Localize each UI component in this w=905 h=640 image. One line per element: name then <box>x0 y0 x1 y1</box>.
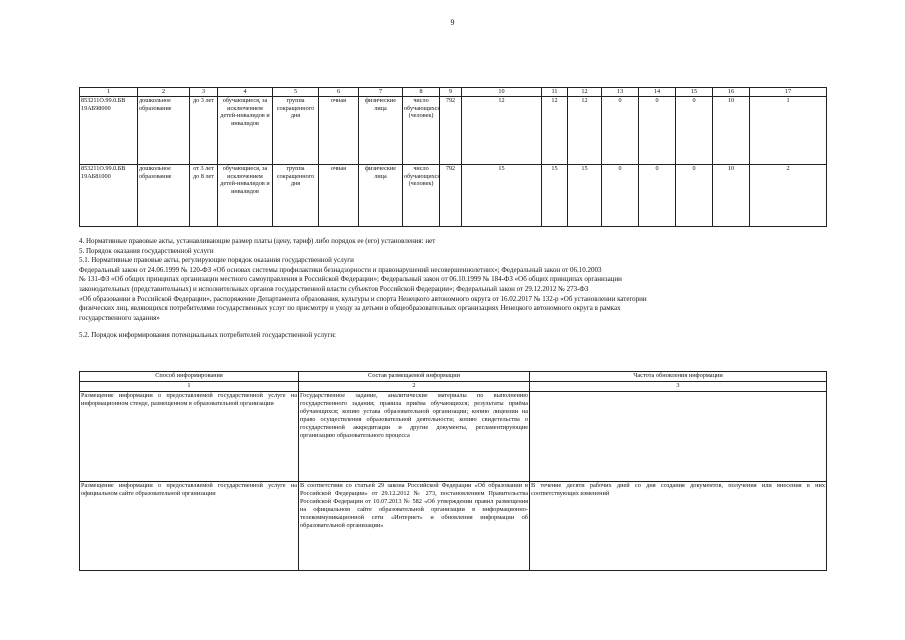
section-5-1-line: государственного задания» <box>79 313 160 322</box>
table-cell: 853211О.99.0.БВ 19АБ98000 <box>80 97 138 165</box>
service-volume-table <box>79 87 827 227</box>
column-header: 11 <box>542 88 568 97</box>
informing-table <box>79 371 827 571</box>
column-header: 16 <box>713 88 750 97</box>
column-header: 15 <box>676 88 713 97</box>
table-cell: 0 <box>639 97 676 165</box>
table-cell: дошкольное образование <box>138 97 190 165</box>
column-header: 2 <box>138 88 190 97</box>
table-row <box>80 482 827 571</box>
table-cell: Государственное задание, аналитические материалы по выполнению государственного задания; правила приёма обучающихся; результаты приёма обучающихся; копию устава образовательной организации; копию лицензии на право осуществления образовательной деятельности; копию свидетельства о государственной аккредитации и другие документы, регламентирующие организацию образовательного процесса <box>299 392 530 482</box>
column-header: 6 <box>319 88 359 97</box>
header-row <box>80 88 827 97</box>
table-cell: очная <box>319 97 359 165</box>
section-5-1-line: «Об образовании в Российской Федерации», распоряжение Департамента образования, культуры и спорта Ненецкого автономного округа от 16.02.2017 № 132-р «Об установлении категории <box>79 294 647 303</box>
table-cell: физические лица <box>359 165 403 227</box>
page-number: 9 <box>450 18 455 27</box>
column-number: 2 <box>299 382 530 392</box>
table-cell: 0 <box>676 97 713 165</box>
table-cell: 792 <box>440 165 462 227</box>
table-cell: 0 <box>602 97 639 165</box>
table-cell: 0 <box>676 165 713 227</box>
table-cell: 12 <box>462 97 542 165</box>
table-row <box>80 97 827 165</box>
table-cell: 15 <box>542 165 568 227</box>
table-cell: Размещение информации о предоставляемой государственной услуге на информационном стенде, размещенном в образовательной организации <box>80 392 299 482</box>
table-cell <box>530 392 827 482</box>
column-header: Частота обновления информации <box>530 372 827 382</box>
table-cell: 853211О.99.0.БВ 19АБ81000 <box>80 165 138 227</box>
table-cell: В соответствии со статьей 29 закона Российской Федерации «Об образовании в Российской Федерации» от 29.12.2012 № 273, постановлением Правительства Российской Федерации от 10.07.2013 № 582 «Об утверждении правил размещения на официальном сайте образовательной организации в информационно-телекоммуникационной сети «Интернет» и обновления информации об образовательной организации» <box>299 482 530 571</box>
column-number: 3 <box>530 382 827 392</box>
table-row <box>80 165 827 227</box>
text-block <box>79 237 826 341</box>
column-header: 9 <box>440 88 462 97</box>
table-cell: число обучающихся (человек) <box>403 165 440 227</box>
table-cell: от 3 лет до 8 лет <box>190 165 218 227</box>
table-cell: 15 <box>462 165 542 227</box>
number-row <box>80 382 827 392</box>
column-header: 12 <box>568 88 602 97</box>
table-row <box>80 392 827 482</box>
table-cell: до 3 лет <box>190 97 218 165</box>
section-5-2-heading: 5.2. Порядок информирования потенциальных потребителей государственной услуги: <box>79 331 337 340</box>
table-cell: группа сокращенного дня <box>273 97 319 165</box>
section-5-1-line: Федеральный закон от 24.06.1999 № 120-ФЗ «Об основах системы профилактики безнадзорности и правонарушений несовершеннолетних»; Федеральный закон от 06.10.2003 <box>79 265 602 274</box>
table-cell: очная <box>319 165 359 227</box>
table-cell: 10 <box>713 97 750 165</box>
column-header: 1 <box>80 88 138 97</box>
table-cell: 12 <box>542 97 568 165</box>
table-cell: 2 <box>750 165 827 227</box>
table-cell: 792 <box>440 97 462 165</box>
table-cell: 1 <box>750 97 827 165</box>
section-5-1-line: физических лиц, являющихся потребителями государственных услуг по присмотру и уходу за детьми в общеобразовательных организациях Ненецкого автономного округа в рамках <box>79 304 621 313</box>
column-header: 4 <box>218 88 273 97</box>
section-5-1-line: № 131-ФЗ «Об общих принципах организации местного самоуправления в Российской Федерации»; Федеральный закон от 06.10.1999 № 184-ФЗ «Об общих принципах организации <box>79 275 622 284</box>
column-header: 3 <box>190 88 218 97</box>
section-5-1-heading: 5.1. Нормативные правовые акты, регулирующие порядок оказания государственной услуги <box>79 256 354 265</box>
column-header: 13 <box>602 88 639 97</box>
table-cell: Размещение информации о предоставляемой государственной услуге на официальном сайте образовательной организации <box>80 482 299 571</box>
table-cell: обучающиеся, за исключением детей-инвалидов и инвалидов <box>218 97 273 165</box>
section-4-text: 4. Нормативные правовые акты, устанавливающие размер платы (цену, тариф) либо порядок ее (его) установления: нет <box>79 237 436 245</box>
table-cell: дошкольное образование <box>138 165 190 227</box>
table-cell: 10 <box>713 165 750 227</box>
column-header: 17 <box>750 88 827 97</box>
table-cell: группа сокращенного дня <box>273 165 319 227</box>
column-number: 1 <box>80 382 299 392</box>
column-header: 10 <box>462 88 542 97</box>
table-cell: 0 <box>639 165 676 227</box>
section-5-heading: 5. Порядок оказания государственной услуги <box>79 246 214 255</box>
column-header: Состав размещаемой информации <box>299 372 530 382</box>
column-header: Способ информирования <box>80 372 299 382</box>
table-cell: 0 <box>602 165 639 227</box>
column-header: 8 <box>403 88 440 97</box>
column-header: 14 <box>639 88 676 97</box>
table-cell: число обучающихся (человек) <box>403 97 440 165</box>
column-header: 5 <box>273 88 319 97</box>
section-5-1-line: законодательных (представительных) и исполнительных органов государственной власти субъектов Российской Федерации»; Федеральный закон от 29.12.2012 № 273-ФЗ <box>79 284 589 293</box>
column-header: 7 <box>359 88 403 97</box>
table-cell: 15 <box>568 165 602 227</box>
header-row <box>80 372 827 382</box>
table-cell: В течение десяти рабочих дней со дня создания документов, получения или внесения в них соответствующих изменений <box>530 482 827 571</box>
table-cell: 12 <box>568 97 602 165</box>
table-cell: обучающиеся, за исключением детей-инвалидов и инвалидов <box>218 165 273 227</box>
table-cell: физические лица <box>359 97 403 165</box>
